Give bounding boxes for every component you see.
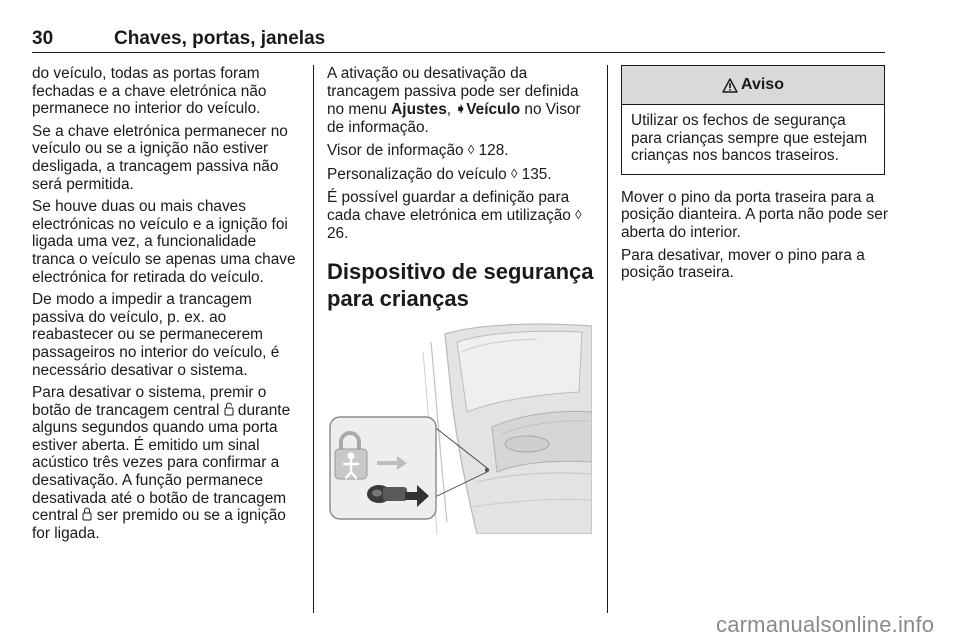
page-reference: Personalização do veículo ◊ 135. (327, 165, 552, 183)
warning-text: Utilizar os fechos de segurança para crianças sempre que estejam crianças nos bancos traseiros. (631, 112, 868, 165)
paragraph: do veículo, todas as portas foram fechadas e a chave eletrónica não permanece no interior do veículo. (32, 65, 267, 118)
text-column-3 (621, 65, 889, 287)
unlock-icon (224, 402, 234, 416)
text-column-2 (327, 65, 597, 534)
reference-arrow-icon: ◊ (510, 165, 518, 181)
chapter-title: Chaves, portas, janelas (114, 28, 326, 49)
paragraph: É possível guardar a definição para cada chave eletrónica em utilização ◊ 26. (327, 188, 582, 242)
menu-item-veiculo: Veículo (466, 101, 521, 119)
paragraph: Para desativar o sistema, premir o botão de trancagem central durante alguns segundos quando uma porta estiver aberta. É emitido um sinal acústico três vezes para confirmar a desativação. A função permanece desativada até o botão de trancagem central ser premido ou se a ignição for ligada. (32, 384, 291, 542)
reference-arrow-icon: ◊ (467, 142, 475, 158)
warning-box (621, 65, 885, 175)
paragraph: A ativação ou desativação da trancagem passiva pode ser definida no menu Ajustes, ➧Veículo no Visor de informação. (327, 65, 581, 136)
paragraph: De modo a impedir a trancagem passiva do veículo, p. ex. ao reabastecer ou se permanecerem passageiros no interior do veículo, é necessário desativar o sistema. (32, 291, 280, 379)
text-column-1 (32, 65, 300, 547)
page-reference: Visor de informação ◊ 128. (327, 142, 509, 160)
watermark: carmanualsonline.info (716, 612, 935, 637)
paragraph: Para desativar, mover o pino para a posição traseira. (621, 246, 865, 282)
page-header (32, 28, 885, 53)
warning-header (622, 66, 884, 105)
menu-item-ajustes: Ajustes (391, 101, 447, 119)
section-heading: Dispositivo de segurança para crianças (327, 259, 594, 312)
child-lock-illustration (327, 322, 592, 534)
reference-arrow-icon: ◊ (575, 207, 582, 223)
paragraph: Se a chave eletrónica permanecer no veículo ou se a ignição não estiver desligada, a trancagem passiva não será permitida. (32, 122, 288, 193)
column-divider (313, 65, 314, 613)
page-number: 30 (32, 28, 54, 49)
paragraph: Se houve duas ou mais chaves electrónicas no veículo e a ignição foi ligada uma vez, a funcionalidade tranca o veículo se apenas uma chave electrónica for retirada do veículo. (32, 198, 296, 286)
menu-arrow-icon: ➧ (455, 101, 467, 117)
column-divider (607, 65, 608, 613)
warning-icon (722, 78, 738, 93)
lock-icon (82, 507, 92, 521)
door-illustration (327, 322, 592, 534)
warning-title: Aviso (741, 76, 784, 94)
paragraph: Mover o pino da porta traseira para a posição dianteira. A porta não pode ser aberta do interior. (621, 188, 888, 241)
